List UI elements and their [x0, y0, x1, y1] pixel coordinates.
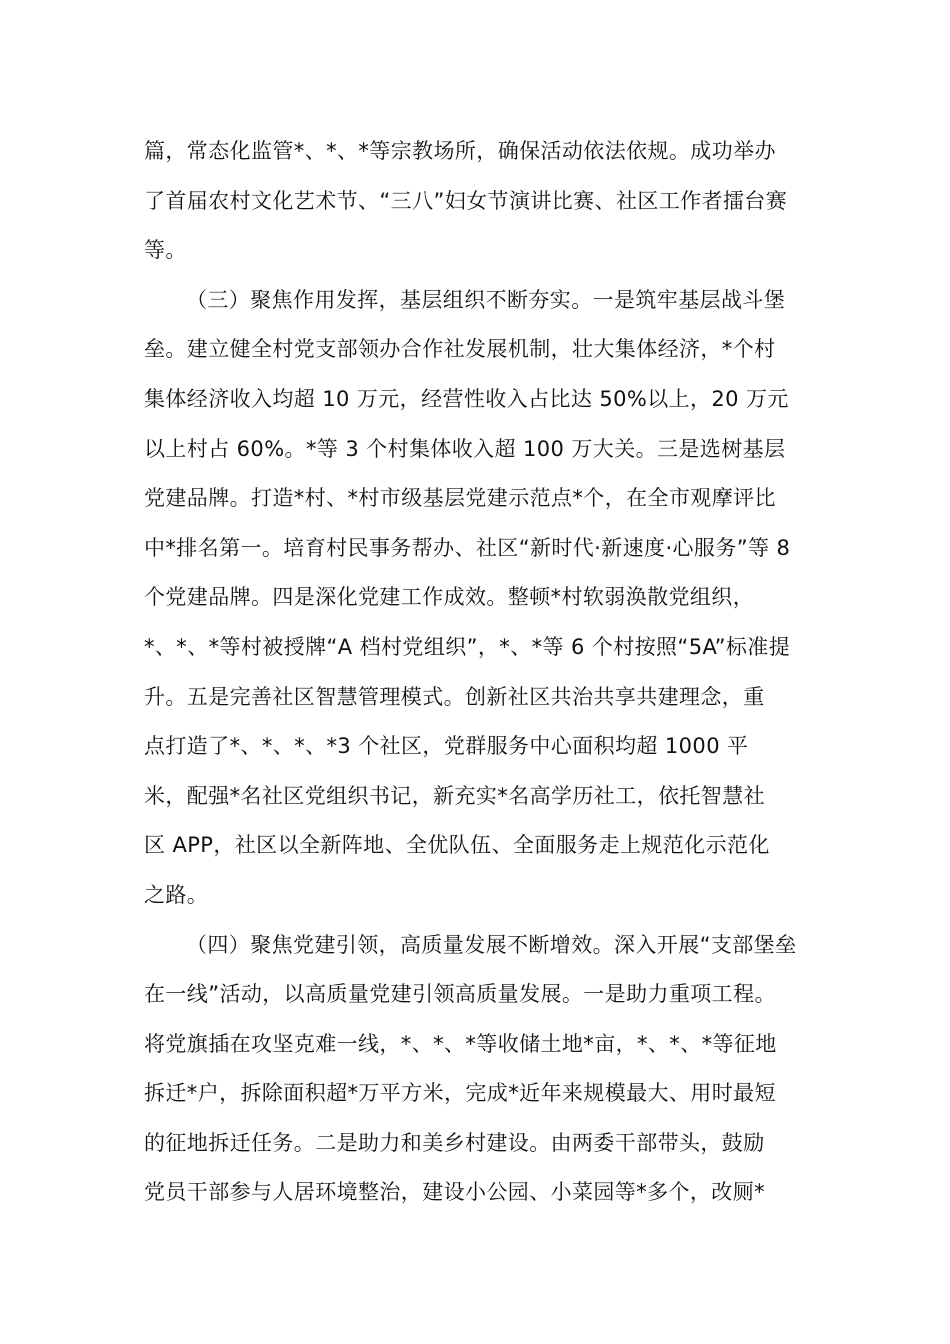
text-line: 点打造了*、*、*、*3 个社区，党群服务中心面积均超 1000 平: [144, 734, 749, 759]
text-line: 区 APP，社区以全新阵地、全优队伍、全面服务走上规范化示范化: [144, 833, 770, 858]
text-line: 党建品牌。打造*村、*村市级基层党建示范点*个，在全市观摩评比: [144, 486, 776, 511]
text-line: 中*排名第一。培育村民事务帮办、社区“新时代·新速度·心服务”等 8: [144, 535, 791, 560]
text-line: 的征地拆迁任务。二是助力和美乡村建设。由两委干部带头，鼓励: [144, 1130, 765, 1155]
text-line: *、*、*等村被授牌“A 档村党组织”，*、*等 6 个村按照“5A”标准提: [144, 634, 791, 659]
text-line: 在一线”活动，以高质量党建引领高质量发展。一是助力重项工程。: [144, 982, 776, 1007]
text-line: 垒。建立健全村党支部领办合作社发展机制，壮大集体经济，*个村: [144, 337, 776, 362]
text-line: 党员干部参与人居环境整治，建设小公园、小菜园等*多个，改厕*: [144, 1180, 765, 1205]
text-line: 篇，常态化监管*、*、*等宗教场所，确保活动依法依规。成功举办: [144, 139, 776, 163]
text-line: 之路。: [144, 882, 209, 907]
text-line: 等。: [144, 238, 187, 263]
text-line: 米，配强*名社区党组织书记，新充实*名高学历社工，依托智慧社: [144, 783, 765, 808]
text-line: 拆迁*户，拆除面积超*万平方米，完成*近年来规模最大、用时最短: [144, 1081, 776, 1106]
body-text: [144, 127, 809, 1218]
text-line: 了首届农村文化艺术节、“三八”妇女节演讲比赛、社区工作者擂台赛: [144, 188, 788, 213]
section-heading-line: （四）聚焦党建引领，高质量发展不断增效。深入开展“支部堡垒: [186, 932, 797, 957]
text-line: 以上村占 60%。*等 3 个村集体收入超 100 万大关。三是选树基层: [144, 436, 786, 461]
text-line: 将党旗插在攻坚克难一线，*、*、*等收储土地*亩，*、*、*等征地: [144, 1031, 777, 1056]
text-line: 集体经济收入均超 10 万元，经营性收入占比达 50%以上，20 万元: [144, 386, 789, 411]
text-line: 升。五是完善社区智慧管理模式。创新社区共治共享共建理念，重: [144, 684, 765, 709]
text-line: 个党建品牌。四是深化党建工作成效。整顿*村软弱涣散党组织，: [144, 585, 755, 610]
section-heading-line: （三）聚焦作用发挥，基层组织不断夯实。一是筑牢基层战斗堡: [186, 287, 786, 312]
